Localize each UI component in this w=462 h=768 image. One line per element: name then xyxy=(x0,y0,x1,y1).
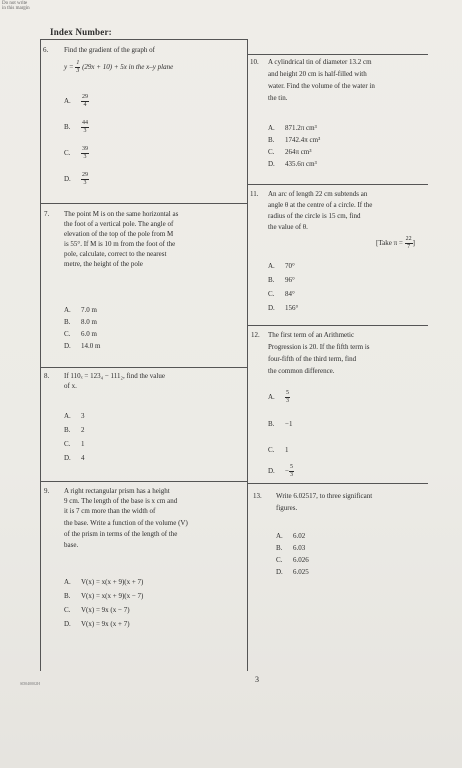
q10-line-1: A cylindrical tin of diameter 13.2 cm xyxy=(268,58,372,66)
footer-code: SD040002H xyxy=(20,681,41,686)
q11-option-c[interactable]: C. 84° xyxy=(268,290,295,298)
q10-option-b[interactable]: B. 1742.4π cm³ xyxy=(268,136,321,144)
q12-option-a[interactable]: A. $\frac{5}{3}$ xyxy=(268,390,289,404)
divider-q8-q9 xyxy=(40,481,247,482)
q7-option-c[interactable]: C. 6.0 m xyxy=(64,330,97,338)
q9-line-3: it is 7 cm more than the width of xyxy=(64,507,156,515)
q8-line-2: of x. xyxy=(64,382,77,390)
q11-line-2: angle θ at the centre of a circle. If the xyxy=(268,201,373,209)
q9-line-1: A right rectangular prism has a height xyxy=(64,487,170,495)
q13-line-1: Write 6.02517, to three significant xyxy=(276,492,373,500)
q11-option-d[interactable]: D. 156° xyxy=(268,304,299,312)
q7-line-3: elevation of the top of the pole from M xyxy=(64,230,174,238)
q9-line-6: base. xyxy=(64,541,79,549)
page-number: 3 xyxy=(255,675,259,684)
q8-option-d[interactable]: D. 4 xyxy=(64,454,85,462)
q11-option-b[interactable]: B. 96° xyxy=(268,276,295,284)
q10-line-3: water. Find the volume of the water in xyxy=(268,82,375,90)
q13-option-b[interactable]: B. 6.03 xyxy=(276,544,306,552)
q11-line-1: An arc of length 22 cm subtends an xyxy=(268,190,368,198)
q8-option-b[interactable]: B. 2 xyxy=(64,426,85,434)
q6-text: Find the gradient of the graph of xyxy=(64,46,155,54)
index-number-label: Index Number: xyxy=(50,27,112,37)
top-line-left xyxy=(40,39,247,40)
q11-line-4: the value of θ. xyxy=(268,223,308,231)
q11-line-3: radius of the circle is 15 cm, find xyxy=(268,212,361,220)
q13-option-c[interactable]: C. 6.026 xyxy=(276,556,309,564)
q6-option-c[interactable]: C. $\frac{39}{3}$ xyxy=(64,146,88,160)
q11-number: 11. xyxy=(250,190,259,198)
q11-option-a[interactable]: A. 70° xyxy=(268,262,295,270)
q12-line-1: The first term of an Arithmetic xyxy=(268,331,355,339)
q8-option-a[interactable]: A. 3 xyxy=(64,412,85,420)
q10-option-c[interactable]: C. 264π cm³ xyxy=(268,148,312,156)
q7-line-1: The point M is on the same horizontal as xyxy=(64,210,179,218)
q13-line-2: figures. xyxy=(276,504,298,512)
q6-option-d[interactable]: D. $\frac{29}{3}$ xyxy=(64,172,88,186)
q6-option-b[interactable]: B. $\frac{44}{3}$ xyxy=(64,120,88,134)
divider-q7-q8 xyxy=(40,367,247,368)
q12-number: 12. xyxy=(251,331,260,339)
q11-take-pi: [Take π = $\frac{22}{7}$ ] xyxy=(376,236,415,250)
q7-option-a[interactable]: A. 7.0 m xyxy=(64,306,97,314)
q12-line-2: Progression is 20. If the fifth term is xyxy=(268,343,370,351)
q7-line-4: is 55°. If M is 10 m from the foot of the xyxy=(64,240,176,248)
q9-number: 9. xyxy=(44,487,50,495)
divider-q10-q11 xyxy=(248,184,428,185)
q9-option-b[interactable]: B. V(x) = x(x + 9)(x − 7) xyxy=(64,592,144,600)
q12-option-c[interactable]: C. 1 xyxy=(268,446,289,454)
q6-equation: y = $\frac{1}{3}$ (29x + 10) + 5x in the x–y plane xyxy=(64,60,174,74)
margin-note: Do not write in this margin xyxy=(2,1,30,11)
q9-option-c[interactable]: C. V(x) = 9x (x − 7) xyxy=(64,606,130,614)
q9-option-a[interactable]: A. V(x) = x(x + 9)(x + 7) xyxy=(64,578,144,586)
q7-option-d[interactable]: D. 14.0 m xyxy=(64,342,101,350)
q10-line-4: the tin. xyxy=(268,94,288,102)
q6-number: 6. xyxy=(43,46,49,54)
center-divider-line xyxy=(247,39,248,671)
q13-number: 13. xyxy=(253,492,262,500)
q12-option-b[interactable]: B. −1 xyxy=(268,420,293,428)
divider-q11-q12 xyxy=(248,325,428,326)
divider-q6-q7 xyxy=(40,203,247,204)
q7-number: 7. xyxy=(44,210,50,218)
q10-number: 10. xyxy=(250,58,259,66)
q9-line-4: the base. Write a function of the volume (V) xyxy=(64,519,188,527)
q8-line-1: If 110ₓ = 123₄ − 111₂, find the value xyxy=(64,372,165,380)
divider-q12-q13 xyxy=(248,483,428,484)
q13-option-d[interactable]: D. 6.025 xyxy=(276,568,309,576)
q9-line-2: 9 cm. The length of the base is x cm and xyxy=(64,497,178,505)
q9-line-5: of the prism in terms of the length of the xyxy=(64,530,178,538)
q12-line-4: the common difference. xyxy=(268,367,335,375)
q12-option-d[interactable]: D. − $\frac{5}{3}$ xyxy=(268,464,293,478)
q7-line-2: the foot of a vertical pole. The angle of xyxy=(64,220,174,228)
left-border-line xyxy=(40,39,41,671)
q10-line-2: and height 20 cm is half-filled with xyxy=(268,70,367,78)
q12-line-3: four-fifth of the third term, find xyxy=(268,355,357,363)
q7-line-5: pole, calculate, correct to the nearest xyxy=(64,250,167,258)
q6-option-a[interactable]: A. $\frac{29}{4}$ xyxy=(64,94,88,108)
divider-top-right xyxy=(248,54,428,55)
q7-option-b[interactable]: B. 8.0 m xyxy=(64,318,97,326)
q10-option-d[interactable]: D. 435.6π cm³ xyxy=(268,160,317,168)
q10-option-a[interactable]: A. 871.2π cm³ xyxy=(268,124,317,132)
q13-option-a[interactable]: A. 6.02 xyxy=(276,532,306,540)
q8-number: 8. xyxy=(44,372,50,380)
q8-option-c[interactable]: C. 1 xyxy=(64,440,85,448)
q7-line-6: metre, the height of the pole xyxy=(64,260,143,268)
q9-option-d[interactable]: D. V(x) = 9x (x + 7) xyxy=(64,620,130,628)
